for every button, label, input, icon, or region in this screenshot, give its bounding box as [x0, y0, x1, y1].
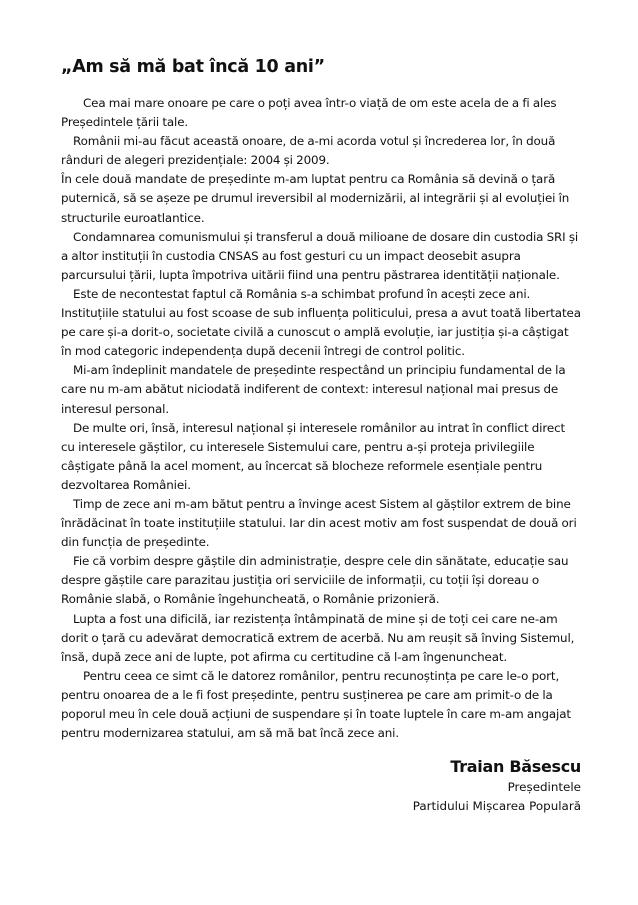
paragraph: Mi-am îndeplinit mandatele de președinte respectând un principiu fundamental de la care nu m-am abătut niciodată indiferent de context: interesul național mai presus de interesul personal.	[61, 363, 566, 416]
paragraph: În cele două mandate de președinte m-am luptat pentru ca România să devină o țară puternică, să se așeze pe drumul ireversibil al modernizării, al integrării și al evoluției în structurile euroatlantice.	[61, 172, 570, 225]
paragraph: Românii mi-au făcut această onoare, de a-mi acorda votul și încrederea lor, în două rânduri de alegeri prezidențiale: 2004 și 2009.	[61, 134, 556, 168]
paragraph: De multe ori, însă, interesul național și interesele românilor au intrat în conflict direct cu interesele găștilor, cu interesele Sistemului care, pentru a-și proteja privilegiile câștigate până la acel moment, au încercat să blocheze reformele esențiale pentru dezvoltarea României.	[61, 420, 566, 492]
paragraph: Lupta a fost una dificilă, iar rezistența întâmpinată de mine și de toți cei care ne-am dorit o țară cu adevărat democratică extrem de acerbă. Nu am reușit să înving Sistemul, însă, după zece ani de lupte, pot afirma cu certitudine că l-am îngenuncheat.	[61, 611, 575, 664]
signature-party: Partidului Mișcarea Populară	[412, 799, 581, 814]
signature-name: Traian Băsescu	[450, 757, 581, 777]
paragraph: Pentru ceea ce simt că le datorez românilor, pentru recunoștința pe care le-o port, pentru onoarea de a le fi fost președinte, pentru susținerea pe care am primit-o de la poporul meu în cele două acțiuni de suspendare și în toate luptele în care m-am angajat pentru modernizarea statului, am să mă bat încă zece ani.	[61, 668, 571, 741]
letter-body	[61, 94, 581, 743]
paragraph: Fie că vorbim despre găștile din administrație, despre cele din sănătate, educație sau despre găștile care parazitau justiția ori serviciile de informații, cu toții își doreau o Românie slabă, o Românie îngehuncheată, o Românie prizonieră.	[61, 554, 569, 607]
signature-block	[61, 757, 581, 816]
paragraph: Condamnarea comunismului și transferul a două milioane de dosare din custodia SRI și a altor instituții în custodia CNSAS au fost gesturi cu un impact deosebit asupra parcursului țării, lupta împotriva uitării fiind una pentru păstrarea identității naționale.	[61, 229, 579, 282]
paragraph: Cea mai mare onoare pe care o poți avea într-o viață de om este acela de a fi ales Președintele țării tale.	[61, 96, 557, 130]
paragraph: Este de necontestat faptul că România s-a schimbat profund în acești zece ani. Instituțiile statului au fost scoase de sub influența politicului, presa a avut toată libertatea pe care și-a dorit-o, societate civilă a cunoscut o amplă evoluție, iar justiția și-a câștigat în mod categoric independența după decenii întregi de control politic.	[61, 286, 581, 359]
letter-title: „Am să mă bat încă 10 ani”	[61, 57, 325, 77]
signature-role: Președintele	[507, 780, 581, 795]
letter-page	[61, 57, 581, 816]
paragraph: Timp de zece ani m-am bătut pentru a învinge acest Sistem al găștilor extrem de bine înrădăcinat în toate instituțiile statului. Iar din acest motiv am fost suspendat de două ori din funcția de președinte.	[61, 496, 577, 550]
